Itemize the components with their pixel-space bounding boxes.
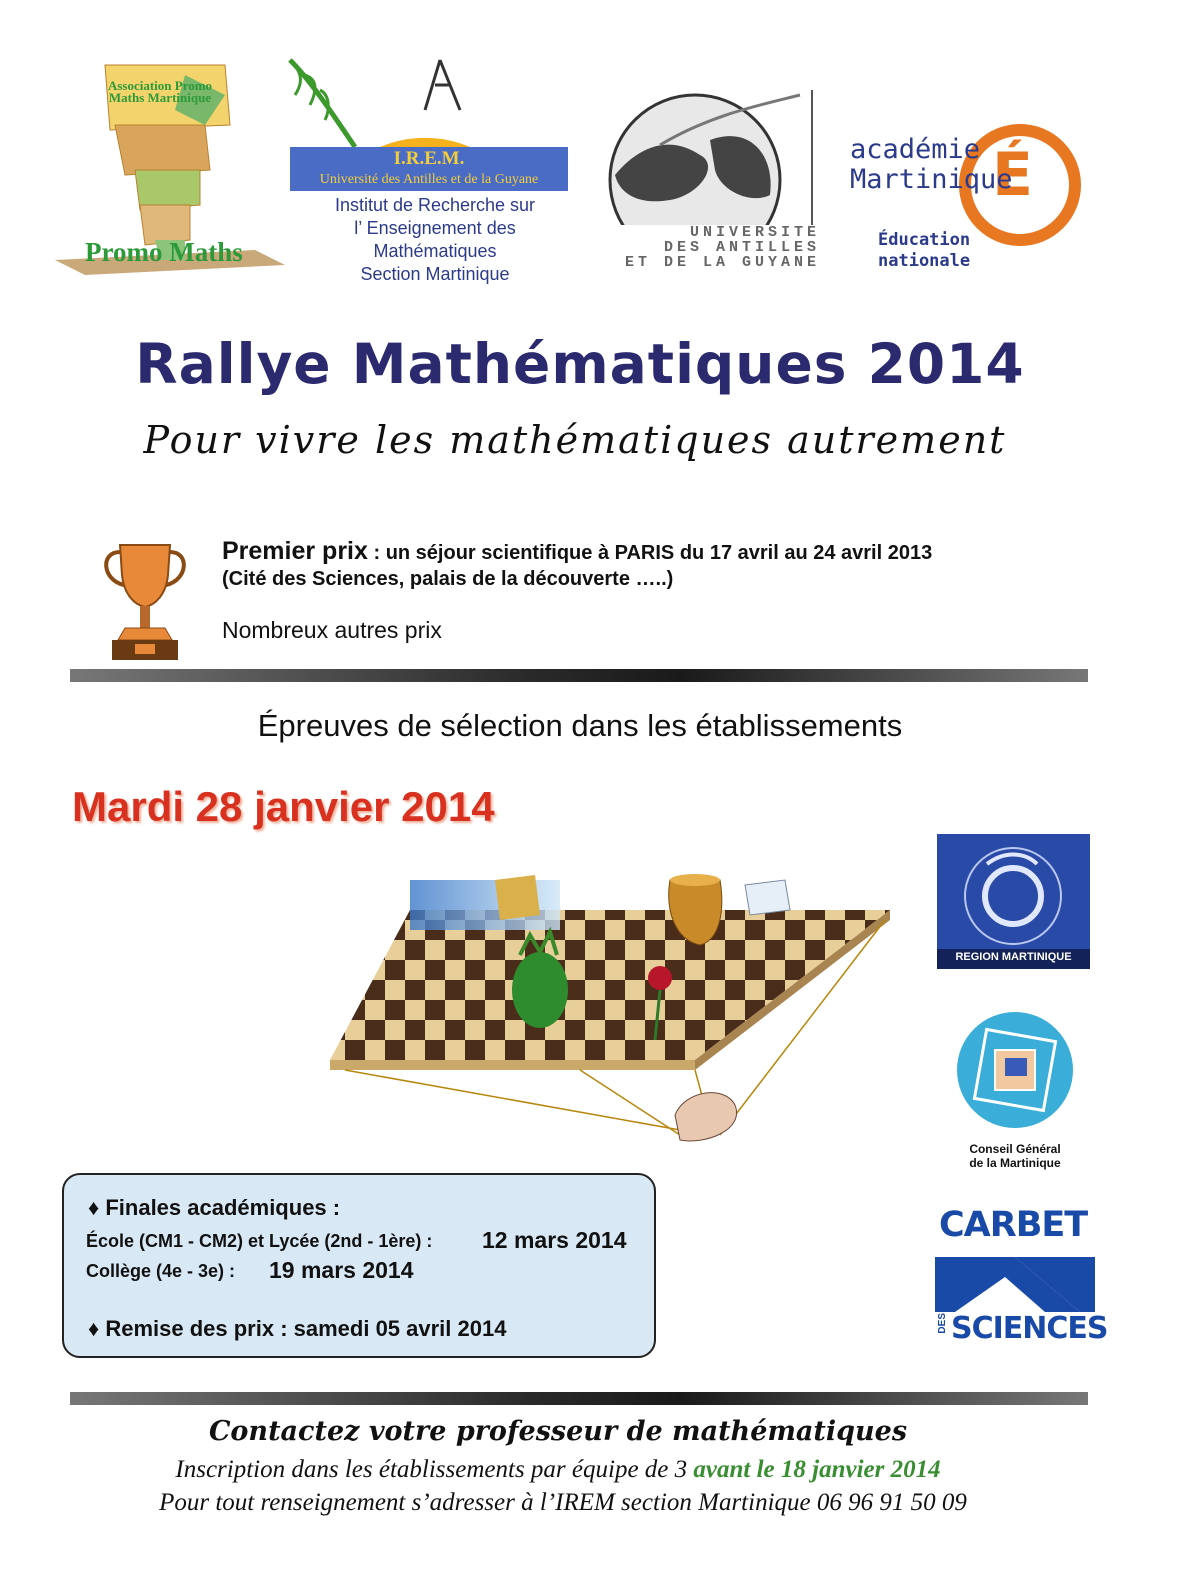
contact-line: Contactez votre professeur de mathématiques <box>208 1416 908 1447</box>
carbet-bottom: SCIENCES <box>951 1311 1108 1346</box>
conseil-general-name: Conseil Général de la Martinique <box>969 1142 1061 1170</box>
awards-ceremony: ♦ Remise des prix : samedi 05 avril 2014 <box>88 1316 507 1341</box>
first-prize <box>222 537 932 566</box>
first-prize-text: : un séjour scientifique à PARIS du 17 avril au 24 avril 2013 <box>367 542 933 564</box>
other-prizes: Nombreux autres prix <box>222 617 442 643</box>
carbet-des: DES <box>937 1313 948 1334</box>
finals-title: ♦ Finales académiques : <box>88 1195 341 1220</box>
finals-college-label: Collège (4e - 3e) : <box>86 1261 236 1281</box>
first-prize-detail: (Cité des Sciences, palais de la découverte …..) <box>222 568 674 590</box>
academie-martinique-logo <box>840 80 1085 285</box>
finals-ecole-label: École (CM1 - CM2) et Lycée (2nd - 1ère) : <box>86 1231 433 1251</box>
promo-maths-logo <box>55 55 285 280</box>
promo-maths-label: Promo Maths <box>85 237 243 267</box>
uag-logo <box>600 85 820 280</box>
divider <box>70 669 1088 682</box>
page-title: Rallye Mathématiques 2014 <box>135 332 1025 396</box>
divider <box>70 1392 1088 1405</box>
uag-name: UNIVERSITE DES ANTILLES ET DE LA GUYANE <box>624 224 820 271</box>
chessboard-illustration <box>325 860 900 1190</box>
info-line: Pour tout renseignement s’adresser à l’IREM section Martinique 06 96 91 50 09 <box>159 1489 967 1516</box>
academie-name: académie Martinique <box>850 134 1013 195</box>
conseil-general-logo <box>945 1010 1085 1175</box>
irem-university: Université des Antilles et de la Guyane <box>319 172 539 187</box>
finals-college-date: 19 mars 2014 <box>269 1257 414 1283</box>
inscription-line <box>0 1456 1116 1484</box>
finals-box <box>62 1173 656 1358</box>
page-subtitle: Pour vivre les mathématiques autrement <box>143 418 1007 462</box>
selection-heading: Épreuves de sélection dans les établissements <box>257 708 903 743</box>
selection-date: Mardi 28 janvier 2014 <box>72 783 495 830</box>
academie-e-letter: É <box>992 140 1033 210</box>
inscription-deadline: avant le 18 janvier 2014 <box>693 1456 941 1483</box>
trophy-icon <box>100 540 190 665</box>
region-label: REGION MARTINIQUE <box>955 951 1072 963</box>
inscription-text: Inscription dans les établissements par équipe de 3 <box>175 1456 694 1483</box>
irem-logo <box>285 50 570 290</box>
irem-title: I.R.E.M. <box>393 148 465 169</box>
first-prize-label: Premier prix <box>222 537 368 565</box>
carbet-des-sciences-logo <box>935 1205 1108 1350</box>
carbet-top: CARBET <box>939 1205 1088 1245</box>
education-nationale: Éducation nationale <box>878 230 971 271</box>
promo-association-text: Association Promo Maths Martinique <box>107 78 213 105</box>
region-martinique-logo <box>937 834 1090 969</box>
finals-ecole-date: 12 mars 2014 <box>482 1227 627 1253</box>
irem-description: Institut de Recherche sur l’ Enseignement des Mathématiques Section Martinique <box>334 195 536 284</box>
